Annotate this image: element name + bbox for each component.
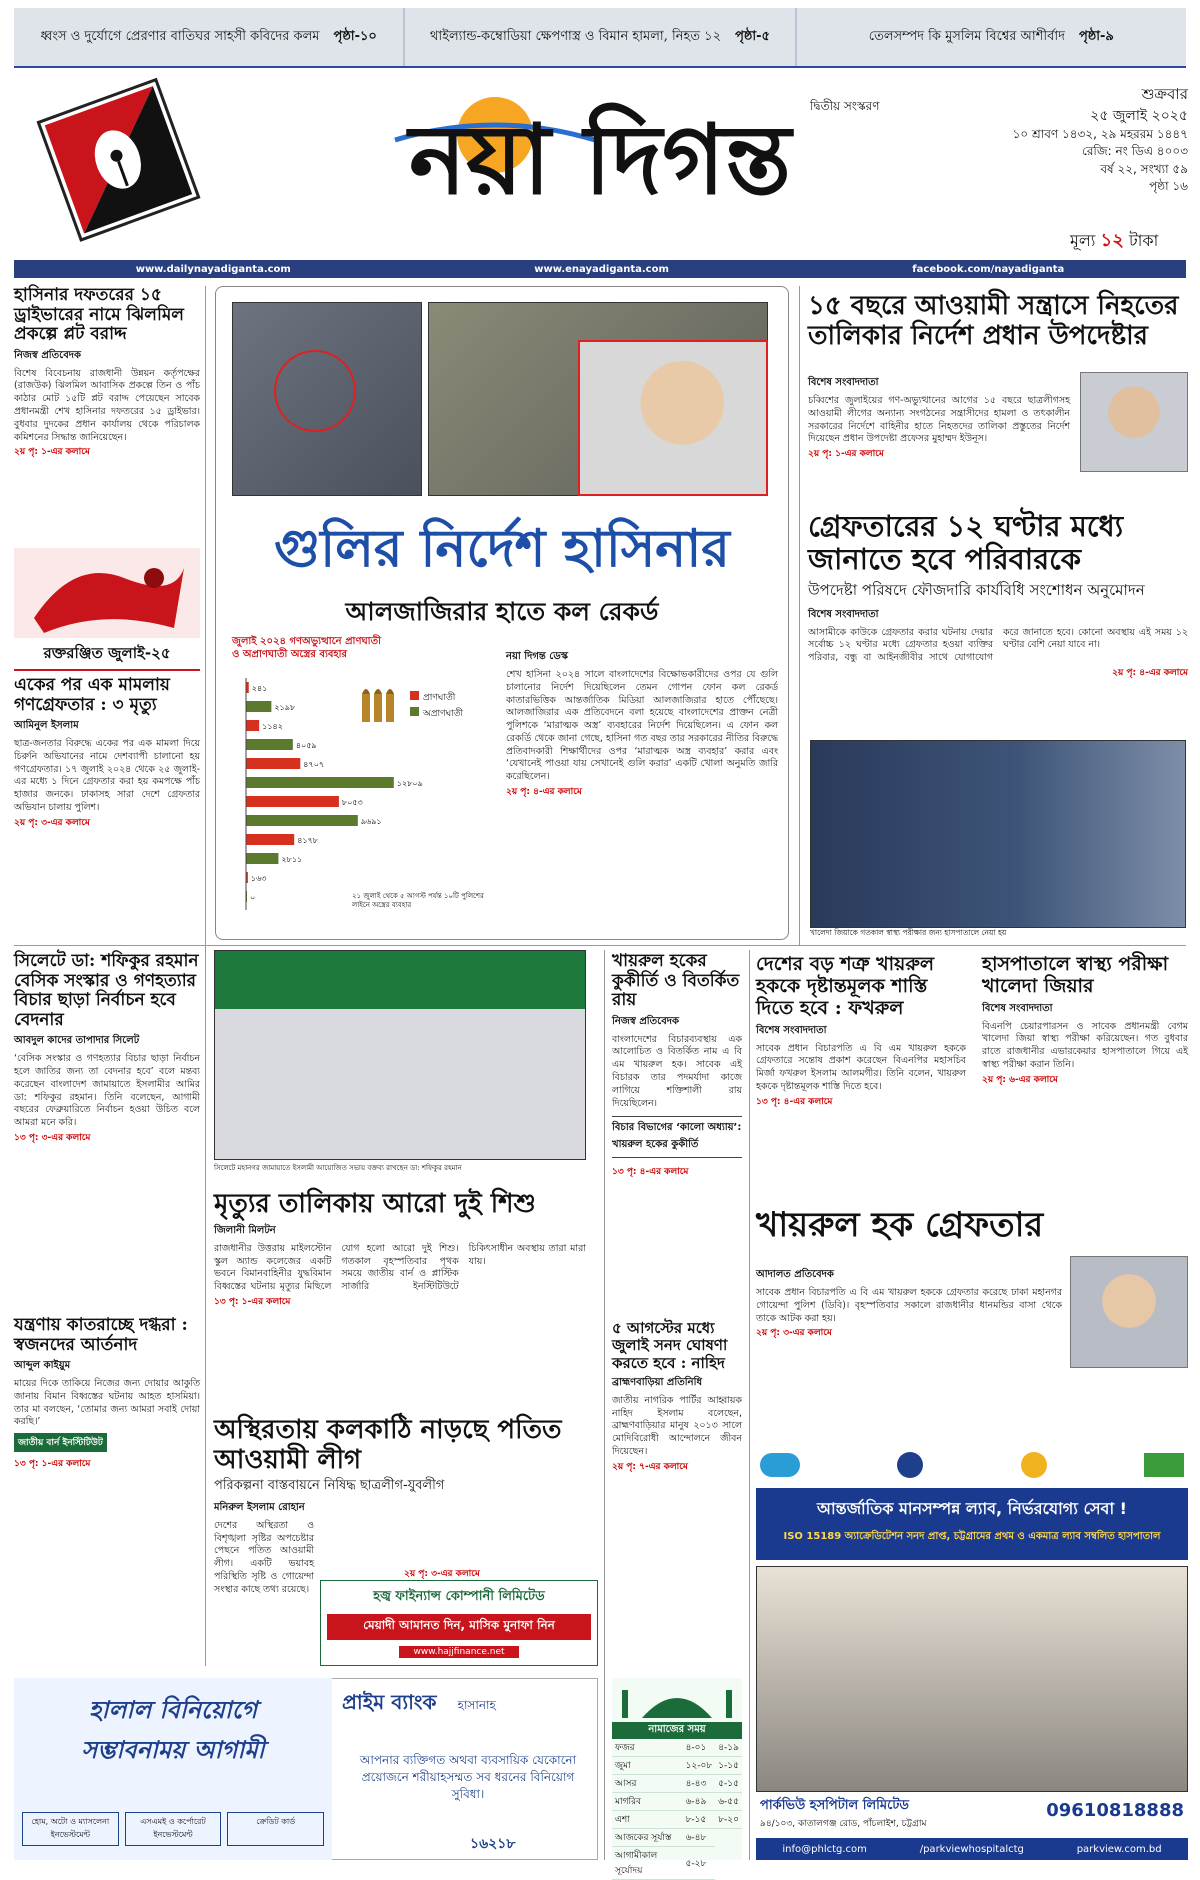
newspaper-title: নয়া দিগন্ত <box>408 103 792 216</box>
teaser-text: থাইল্যান্ড-কম্বোডিয়া ক্ষেপণাস্ত্র ও বিমান হামলা, নিহত ১২ <box>430 28 722 44</box>
legend-nonlethal <box>410 706 463 722</box>
halal-products <box>22 1812 324 1846</box>
legend-nonlethal-label: অপ্রাণঘাতী <box>423 709 464 720</box>
byline: মনিরুল ইসলাম রোহান <box>214 1501 305 1513</box>
bar-value-label: ৪১৭৮ <box>297 836 318 845</box>
byline: আমিনুল ইসলাম <box>14 720 79 732</box>
top-teaser-strip <box>14 8 1186 68</box>
halal-panel <box>14 1678 332 1860</box>
teaser-3[interactable] <box>797 8 1186 66</box>
prime-bank-text: আপনার ব্যক্তিগত অথবা ব্যবসায়িক যেকোনো প্রয়োজনে শরীয়াহসম্মত সব ধরনের বিনিয়োগ সুবিধা। <box>359 1753 577 1801</box>
headline[interactable]: একের পর এক মামলায় গণগ্রেফতার : ৩ মৃত্যু <box>14 675 170 715</box>
bar-value-label: ২৪১ <box>251 684 268 693</box>
continued[interactable]: ২য় পৃ: ৪-এর কলামে <box>1112 668 1188 679</box>
prayer-cell: এশা <box>612 1811 683 1829</box>
legend <box>410 690 463 722</box>
article-body: দেশের অস্থিরতা ও বিশৃঙ্খলা সৃষ্টির অপচেষ্টার পেছনে পতিত আওয়ামী লীগ। একটি ভয়াবহ পরিস্থিতি সৃষ্টি ও গোয়েন্দা সংস্থার কাছে তথ্য রয়েছে। <box>214 1519 314 1595</box>
article-body: মায়ের দিকে তাকিয়ে নিজের জন্য দোয়ার আকুতি জানায় বিমান বিধ্বস্তের ঘটনায় আহত হাসমিয়া। তার মা বলছেন, ‘তোমার জন্য আমরা সবাই দোয়া করছি।’ <box>14 1378 200 1428</box>
date-bangla: ১০ শ্রাবণ ১৪৩২, ২৯ মহররম ১৪৪৭ <box>1012 127 1188 142</box>
khairul-haque-photo <box>1070 1256 1188 1368</box>
hospital-website[interactable]: parkview.com.bd <box>1076 1843 1162 1855</box>
lead-article <box>506 646 778 799</box>
continued[interactable]: ২য় পৃ: ৭-এর কলামে <box>612 1461 688 1472</box>
teaser-text: তেলসম্পদ কি মুসলিম বিশ্বের আশীর্বাদ <box>868 28 1065 44</box>
prime-bank-brand <box>342 1688 592 1721</box>
article-body: রাজধানীর উত্তরায় মাইলস্টোন স্কুল অ্যান্ড কলেজের একটি ভবনে বিমানবাহিনীর যুদ্ধবিমান বিধ্বস্তের ঘটনায় মৃত্যুর মিছিলে যোগ হলো আরো দুই শিশু। গতকাল বৃহস্পতিবার পৃথক সময়ে জাতীয় বার্ন ও প্লাস্টিক সার্জারি ইনস্টিটিউটে চিকিৎসাধীন অবস্থায় তারা মারা যায়। <box>214 1242 586 1293</box>
prayer-cell: আগামীকাল সূর্যোদয় <box>612 1847 683 1880</box>
headline[interactable]: সিলেটে ডা: শফিকুর রহমান বেসিক সংস্কার ও গণহত্যার বিচার ছাড়া নির্বাচন হবে বেদনার <box>14 951 199 1030</box>
byline: আবদুল কাদের তাপাদার সিলেট <box>14 1035 140 1047</box>
bar-value-label: ২১৯৮ <box>274 703 296 712</box>
iso-badge-icon <box>897 1452 923 1478</box>
continued[interactable]: ২য় পৃ: ৪-এর কলামে <box>506 787 582 798</box>
hospital-footer <box>756 1794 1188 1836</box>
byline: আদালত প্রতিবেদক <box>756 1269 834 1280</box>
headline[interactable]: খায়রুল হকের কুকীর্তি ও বিতর্কিত রায় <box>612 951 740 1011</box>
column-rule <box>205 286 206 1666</box>
continued[interactable]: ২য় পৃ: ৬-এর কলামে <box>982 1074 1058 1085</box>
lead-headline[interactable]: গুলির নির্দেশ হাসিনার <box>274 518 730 579</box>
hajj-sub: মেয়াদী আমানত দিন, মাসিক মুনাফা নিন <box>327 1614 591 1640</box>
bar-value-label: ৪৭০৭ <box>303 760 325 769</box>
article-body: সাবেক প্রধান বিচারপতি এ বি এম খায়রুল হককে গ্রেফতারে সন্তোষ প্রকাশ করেছেন বিএনপির মহাসচিব মির্জা ফখরুল ইসলাম আলমগীর। তিনি বলেন, খায়রুল হককে দৃষ্টান্তমূলক শাস্তি দিতে হবে। <box>756 1042 966 1092</box>
lead-subheadline: আলজাজিরার হাতে কল রেকর্ড <box>345 597 659 626</box>
bullets-icon <box>360 684 410 724</box>
prayer-cell: ৮-২০ <box>715 1811 742 1829</box>
date-gregorian: ২৫ জুলাই ২০২৫ <box>1090 107 1188 124</box>
article-body: ‘বেসিক সংস্কার ও গণহত্যার বিচার ছাড়া নির্বাচন হলে জাতির জন্য তা বেদনার হবে’ বলে মন্তব্য করেছেন বাংলাদেশ জামায়াতে ইসলামীর আমির ডা: শফিকুর রহমান। তিনি বলেছেন, আগামী বছরের ফেব্রুয়ারিতে নির্বাচন হওয়া উচিত বলে আমরা মনে করি। <box>14 1053 200 1129</box>
prime-bank-name: প্রাইম ব্যাংক <box>342 1690 437 1714</box>
bar-nonlethal <box>246 815 358 826</box>
hospital-phone[interactable]: 09610818888 <box>1046 1800 1184 1821</box>
bar-value-label: ৪০৫৯ <box>295 741 317 750</box>
teaser-text: ধ্বংস ও দুর্যোগে প্রেরণার বাতিঘর সাহসী কবিদের কলম <box>40 28 320 44</box>
column-rule <box>604 950 605 1860</box>
blood-july-graphic <box>14 548 200 638</box>
series-banner: রক্তরঞ্জিত জুলাই-২৫ <box>14 642 200 671</box>
teaser-page: পৃষ্ঠা-১০ <box>333 28 377 44</box>
left-column <box>14 286 200 459</box>
price-label: মূল্য <box>1070 231 1096 250</box>
lab-banner <box>756 1488 1188 1560</box>
headline[interactable]: যন্ত্রণায় কাতরাচ্ছে দগ্ধরা : স্বজনদের আর্তনাদ <box>14 1315 188 1355</box>
protest-photo-1 <box>232 302 422 496</box>
prayer-row <box>612 1847 742 1880</box>
date-block <box>970 84 1188 196</box>
teaser-page: পৃষ্ঠা-৯ <box>1078 28 1114 44</box>
article-body: বাংলাদেশের বিচারব্যবস্থায় এক আলোচিত ও বিতর্কিত নাম এ বি এম খায়রুল হক। সাবেক এই বিচারক তার পদমর্যাদা কাজে লাগিয়ে শক্তিশালী রায় দিয়েছিলেন। <box>612 1033 742 1109</box>
headline[interactable]: খায়রুল হক গ্রেফতার <box>756 1205 1044 1245</box>
bar-value-label: ০ <box>250 893 256 902</box>
registration: রেজি: নং ডিএ ৪০০৩ <box>1081 144 1188 159</box>
headline[interactable]: ১৫ বছরে আওয়ামী সন্ত্রাসে নিহতের তালিকার নির্দেশ প্রধান উপদেষ্টার <box>808 291 1179 351</box>
bar-lethal <box>246 796 339 807</box>
page-count: পৃষ্ঠা ১৬ <box>1149 179 1188 194</box>
headline[interactable]: গ্রেফতারের ১২ ঘণ্টার মধ্যে জানাতে হবে পরিবারকে <box>808 509 1124 577</box>
eqas-badge-icon <box>1144 1453 1184 1477</box>
prayer-cell: ৬-৪৯ <box>683 1793 716 1811</box>
halal-line-1: হালাল বিনিয়োগে <box>88 1695 258 1724</box>
legend-lethal-label: প্রাণঘাতী <box>423 693 456 703</box>
bar-value-label: ১২৮০৯ <box>396 779 423 788</box>
prayer-times <box>612 1678 742 1876</box>
continued[interactable]: ১৩ পৃ: ১-এর কলামে <box>214 1297 291 1308</box>
hospital-logos-row <box>760 1448 1184 1482</box>
khaleda-car-photo <box>810 740 1186 928</box>
teaser-2[interactable] <box>405 8 796 66</box>
right-article-4 <box>756 954 966 1109</box>
halal-item-1: হোম, অটো ও ম্যাসলেনা ইনভেস্টমেন্ট <box>22 1812 119 1846</box>
prayer-row <box>612 1829 742 1847</box>
prayer-cell: আসর <box>612 1775 683 1793</box>
article-body: আসামীকে কাউকে গ্রেফতার করার ঘটনায় দেয়ার সর্বোচ্চ ১২ ঘণ্টার মধ্যে গ্রেফতার হওয়া ব্যক্তির পরিবার, বন্ধু বা আইনজীবীর সাথে যোগাযোগ করে জানাতে হবে। কোনো অবস্থায় এই সময় ১২ ঘণ্টার বেশি নেয়া যাবে না। <box>808 626 1188 664</box>
bar-nonlethal <box>246 739 293 750</box>
article-body: চব্বিশের জুলাইয়ের গণ-অভ্যুত্থানের আগের ১৫ বছরে ছাত্রলীগসহ আওয়ামী লীগের অন্যান্য সংগঠনের সন্ত্রাসীদের হামলা ও তৎকালীন সরকারের নির্দেশে বাহিনীর হাতে নিহতদের তালিকা প্রস্তুতের নির্দেশ দিয়েছেন প্রধান উপদেষ্টা প্রফেসর মুহাম্মদ ইউনূস। <box>808 395 1070 445</box>
prayer-cell: আজকের সূর্যাস্ত <box>612 1829 683 1847</box>
prayer-row <box>612 1793 742 1811</box>
bar-value-label: ৮০৫৩ <box>341 798 363 807</box>
jamaat-rally-photo <box>214 950 586 1160</box>
article-body: ছাত্র-জনতার বিরুদ্ধে একের পর এক মামলা দিয়ে চিরুনি অভিযানের নামে দেশব্যাপী চালানো হয় গণগ্রেফতার। ১৭ জুলাই ২০২৪ থেকে ২৫ জুলাই-এর মধ্যে ১ দিনে গ্রেফতার করা হয় কমপক্ষে পাঁচ হাজার জনকে। ঢাকাসহ সারা দেশে গ্রেফতার অভিযান চালায় পুলিশ। <box>14 738 200 813</box>
website-link[interactable]: www.dailynayadiganta.com <box>135 263 291 275</box>
left-column-3 <box>14 952 200 1145</box>
mid-article-3 <box>214 1416 598 1596</box>
byline: বিশেষ সংবাদদাতা <box>756 1024 827 1036</box>
bar-value-label: ১১৪২ <box>262 722 283 731</box>
yunus-photo <box>1080 372 1188 472</box>
column-rule <box>799 286 800 946</box>
continued[interactable]: ১৩ পৃ: ৪-এর কলামে <box>756 1096 833 1107</box>
epaper-link[interactable]: www.enayadiganta.com <box>534 263 669 275</box>
mid-article-1 <box>214 1190 586 1309</box>
prayer-row <box>612 1739 742 1757</box>
bar-nonlethal <box>246 701 271 712</box>
edition: দ্বিতীয় সংস্করণ <box>810 99 880 113</box>
prayer-cell: ১-১৫ <box>715 1757 742 1775</box>
teaser-page: পৃষ্ঠা-৫ <box>735 28 770 44</box>
headline[interactable]: মৃত্যুর তালিকায় আরো দুই শিশু <box>214 1189 536 1219</box>
teaser-1[interactable] <box>14 8 405 66</box>
prayer-row <box>612 1775 742 1793</box>
chart-title: জুলাই ২০২৪ গণঅভ্যুত্থানে প্রাণঘাতী ও অপ্রাণঘাতী অস্ত্রের ব্যবহার <box>232 636 381 660</box>
prayer-cell: মাগরিব <box>612 1793 683 1811</box>
bar-value-label: ২৮১১ <box>281 855 303 864</box>
prayer-cell: ৪-১৯ <box>715 1739 742 1757</box>
legend-lethal <box>410 690 463 706</box>
article-body: বিএনপি চেয়ারপারসন ও সাবেক প্রধানমন্ত্রী বেগম খালেদা জিয়া স্বাস্থ্য পরীক্ষা করিয়েছেন। গত বুধবার রাতে রাজধানীর এভারকেয়ার হাসপাতালে গিয়ে এই স্বাস্থ্য পরীক্ষা করান তিনি। <box>982 1020 1188 1071</box>
certified-badge-icon <box>1021 1452 1047 1478</box>
right-article-1-body <box>808 372 1070 461</box>
price-value: ১২ <box>1100 230 1124 251</box>
halal-line-2: সম্ভাবনাময় আগামী <box>81 1735 265 1764</box>
bar-lethal <box>246 758 300 769</box>
byline: নিজস্ব প্রতিবেদক <box>612 1015 680 1027</box>
continued[interactable]: ১৩ পৃ: ১-এর কলামে <box>14 1459 91 1470</box>
hajj-web[interactable]: www.hajjfinance.net <box>399 1646 519 1658</box>
bar-lethal <box>246 720 259 731</box>
byline: নয়া দিগন্ত ডেস্ক <box>506 651 568 662</box>
burn-institute-tag: জাতীয় বার্ন ইনস্টিটিউট <box>14 1433 107 1452</box>
right-article-2 <box>808 510 1188 680</box>
right-article-6 <box>756 1206 1188 1245</box>
right-article-5 <box>982 954 1188 1087</box>
byline: নিজস্ব প্রতিবেদক <box>14 349 82 361</box>
chart-footnote: ২১ জুলাই থেকে ৫ আগস্ট পর্যন্ত ১০টি পুলিশের লাইনে অস্ত্রের ব্যবহার <box>352 892 484 909</box>
pen-nib-logo <box>22 78 212 248</box>
prayer-cell: ফজর <box>612 1739 683 1757</box>
hospital-ceremony-photo <box>756 1566 1188 1792</box>
hospital-name: পার্কভিউ হসপিটাল লিমিটেড <box>760 1798 909 1813</box>
headline[interactable]: অস্থিরতায় কলকাঠি নাড়ছে পতিত আওয়ামী লীগ <box>214 1415 562 1475</box>
pull-quote: বিচার বিভাগের ‘কালো অধ্যায়’: খায়রুল হকের কুকীর্তি <box>612 1116 742 1158</box>
mosque-icon <box>612 1678 742 1718</box>
continued[interactable]: ২য় পৃ: ১-এর কলামে <box>14 447 90 458</box>
row-rule <box>14 945 1186 946</box>
bar-lethal <box>246 834 294 845</box>
prayer-cell: ৬-৪৮ <box>683 1829 716 1847</box>
article-body: জাতীয় নাগরিক পার্টির আহ্বায়ক নাহিদ ইসলাম বলেছেন, ব্রাহ্মণবাড়িয়ার মানুষ ২০১৩ সালে মোদিবিরোধী আন্দোলনে জীবন দিয়েছেন। <box>612 1394 742 1457</box>
price-unit: টাকা <box>1129 231 1159 250</box>
continued[interactable]: ১৩ পৃ: ৪-এর কলামে <box>612 1167 689 1178</box>
byline: বিশেষ সংবাদদাতা <box>808 608 879 620</box>
rally-photo-caption: সিলেটে মহানগর জামায়াতে ইসলামী আয়োজিত সভায় বক্তব্য রাখছেন ডা: শফিকুর রহমান <box>214 1164 462 1172</box>
prayer-cell: ৬-৫৫ <box>715 1793 742 1811</box>
byline: বিশেষ সংবাদদাতা <box>982 1002 1053 1014</box>
day: শুক্রবার <box>1141 85 1188 103</box>
iso-line: ISO 15189 অ্যাক্রেডিটেশন সনদ প্রাপ্ত, চট্টগ্রামের প্রথম ও একমাত্র ল্যাব সম্বলিত হাসপাতাল <box>783 1531 1161 1542</box>
headline[interactable]: দেশের বড় শত্রু খায়রুল হককে দৃষ্টান্তমূলক শাস্তি দিতে হবে : ফখরুল <box>756 953 935 1019</box>
prayer-cell: জুমা <box>612 1757 683 1775</box>
subheadline: পরিকল্পনা বাস্তবায়নে নিষিদ্ধ ছাত্রলীগ-যুবলীগ <box>214 1477 445 1493</box>
continued[interactable]: ১৩ পৃ: ৩-এর কলামে <box>14 1132 91 1143</box>
hajj-title: হজ্ব ফাইন্যান্স কোম্পানী লিমিটেড <box>373 1589 545 1604</box>
weapons-chart <box>232 636 497 926</box>
headline[interactable]: ৫ আগস্টের মধ্যে জুলাই সনদ ঘোষণা করতে হবে : নাহিদ <box>612 1319 728 1372</box>
byline: বিশেষ সংবাদদাতা <box>808 377 879 388</box>
prayer-cell: ১২-০৮ <box>683 1757 716 1775</box>
bar-value-label: ১৬৩ <box>250 874 267 883</box>
subheadline: উপদেষ্টা পরিষদে ফৌজদারি কার্যবিধি সংশোধন অনুমোদন <box>808 580 1145 599</box>
byline: আব্দুল কাইয়ুম <box>14 1360 71 1372</box>
prayer-title: নামাজের সময় <box>612 1722 742 1739</box>
prayer-row <box>612 1757 742 1775</box>
headline[interactable]: হাসিনার দফতরের ১৫ ড্রাইভারের নামে ঝিলমিল প্রকল্পে প্লট বরাদ্দ <box>14 285 184 345</box>
prayer-cell: ৮-১৫ <box>683 1811 716 1829</box>
facebook-link[interactable]: facebook.com/nayadiganta <box>912 263 1065 275</box>
right-article-6-body <box>756 1264 1062 1340</box>
lab-headline: আন্তর্জাতিক মানসম্পন্ন ল্যাব, নির্ভরযোগ্য সেবা ! <box>817 1499 1127 1518</box>
hotline[interactable]: ১৬২১৮ <box>470 1836 516 1852</box>
hospital-email[interactable]: info@phlctg.com <box>782 1843 867 1855</box>
photo-caption: খালেদা জিয়াকে গতকাল স্বাস্থ্য পরীক্ষার জন্য হাসপাতালে নেয়া হয় <box>810 928 1007 937</box>
halal-item-2: এসএমই ও কর্পোরেট ইনভেস্টমেন্ট <box>125 1812 222 1846</box>
article-body: শেখ হাসিনা ২০২৪ সালে বাংলাদেশের বিক্ষোভকারীদের ওপর যে গুলি চালানোর নির্দেশ দিয়েছিলেন তেমন গোপন ফোন কল রেকর্ড কাতারভিত্তিক আন্তর্জাতিক মিডিয়া আলজাজিরার হাতে পৌঁছেছে। আলজাজিরার এক প্রতিবেদনে বলা হয়েছে বাংলাদেশের প্রাক্তন নেত্রী পুলিশকে ‘মারাত্মক অস্ত্র’ ব্যবহারের নির্দেশ দিয়েছিলেন। এ ফোন কল রেকর্ডি থেকে জানা গেছে, হাসিনা গত বছর তার সরকারের নীতির বিরুদ্ধে প্রতিবাদকারী শিক্ষার্থীদের ওপর ‘মারাত্মক অস্ত্র ব্যবহার’ করার এবং ‘যেখানেই পাওয়া যায় সেখানেই গুলি করার’ একটি খোলা অনুমতি জারি করেছিলেন। <box>506 669 778 783</box>
column-rule <box>749 950 750 1860</box>
prayer-cell: ৫-১৫ <box>715 1775 742 1793</box>
bar-nonlethal <box>246 853 278 864</box>
bar-nonlethal <box>246 777 394 788</box>
prayer-cell: ৫-২৮ <box>683 1847 716 1880</box>
continued[interactable]: ২য় পৃ: ১-এর কলামে <box>808 449 884 460</box>
hospital-facebook[interactable]: /parkviewhospitalctg <box>919 1843 1024 1855</box>
hajj-finance-ad[interactable] <box>320 1580 598 1666</box>
byline: ব্রাহ্মণবাড়িয়া প্রতিনিধি <box>612 1376 703 1388</box>
halal-item-3: ক্রেডিট কার্ড <box>227 1812 324 1846</box>
issue-number: বর্ষ ২২, সংখ্যা ৫৯ <box>1100 161 1188 176</box>
hasanah-label: হাসানাহ <box>457 1698 496 1712</box>
headline[interactable]: হাসপাতালে স্বাস্থ্য পরীক্ষা খালেদা জিয়ার <box>982 953 1169 997</box>
byline: জিলানী মিলটন <box>214 1224 276 1236</box>
article-body: সাবেক প্রধান বিচারপতি এ বি এম খায়রুল হককে গ্রেফতার করেছে ঢাকা মহানগর গোয়েন্দা পুলিশ (ডিবি)। বৃহস্পতিবার সকালে রাজধানীর ধানমন্ডির বাসা থেকে তাকে আটক করা হয়। <box>756 1287 1062 1324</box>
hospital-address: ৯৪/১০৩, কাতালগঞ্জ রোড, পাঁচলাইশ, চট্টগ্রাম <box>760 1819 927 1829</box>
prayer-table <box>612 1739 742 1880</box>
mid-article-2 <box>612 1320 742 1474</box>
right-article-1 <box>808 292 1188 352</box>
article-body: বিশেষ বিবেচনায় রাজধানী উন্নয়ন কর্তৃপক্ষের (রাজউক) ঝিলমিল আবাসিক প্রকল্পে তিন ও পাঁচ কাঠার মোট ১৫টি প্লট বরাদ্দ পেয়েছেন সাবেক প্রধানমন্ত্রী শেখ হাসিনার দফতরের ১৫ ড্রাইভার। বুধবার দুদকের প্রধান কার্যালয় থেকে পরিচালক কমিশনের সিদ্ধান্ত জানিয়েছেন। <box>14 367 200 443</box>
continued[interactable]: ২য় পৃ: ৩-এর কলামে <box>756 1328 832 1339</box>
continued[interactable]: ২য় পৃ: ৩-এর কলামে <box>14 817 90 828</box>
prayer-row <box>612 1811 742 1829</box>
price <box>1070 226 1158 257</box>
left-column-2 <box>14 676 200 830</box>
right-article-3 <box>612 952 742 1179</box>
sheikh-hasina-photo <box>578 340 768 496</box>
core-care-icon <box>760 1453 800 1477</box>
continued[interactable]: ২য় পৃ: ৩-এর কলামে <box>404 1569 480 1579</box>
web-links-band <box>14 260 1186 278</box>
prayer-cell: ৪-০১ <box>683 1739 716 1757</box>
hospital-contact-bar <box>756 1838 1188 1860</box>
left-column-4 <box>14 1316 200 1471</box>
bar-value-label: ৯৬৯১ <box>360 817 382 826</box>
prayer-cell: ৪-৪৩ <box>683 1775 716 1793</box>
